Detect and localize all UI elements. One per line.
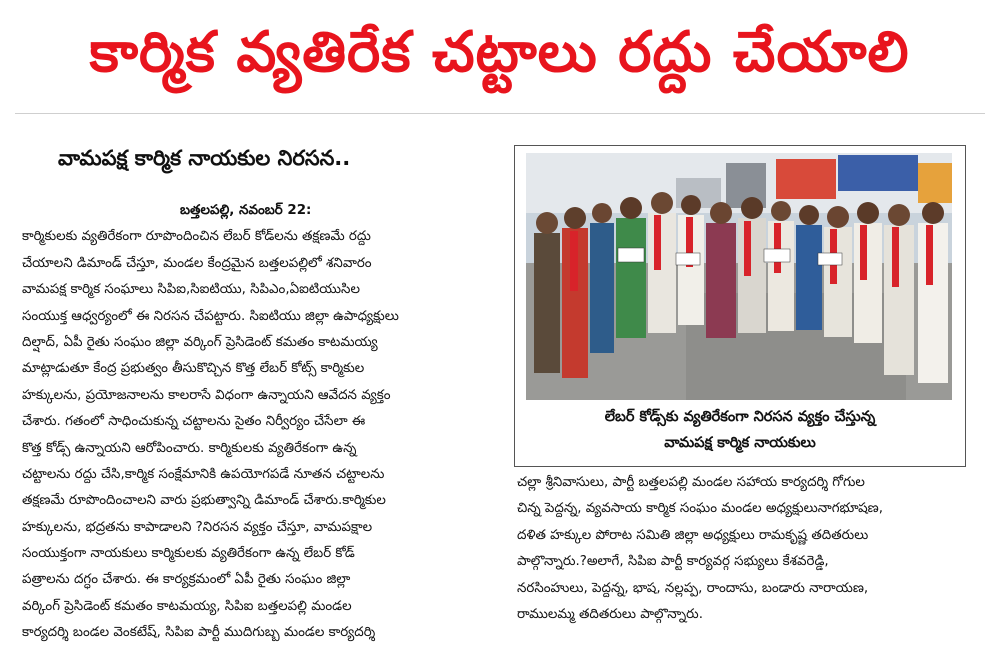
article-line: సంయుక్తంగా నాయకులు కార్మికులకు వ్యతిరేకంగా ఉన్న లేబర్ కోడ్ xyxy=(22,546,355,562)
article-line: తక్షణమే రూపొందించాలని వారు ప్రభుత్వాన్ని డిమాండ్ చేశారు.కార్మికుల xyxy=(22,493,386,509)
article-body xyxy=(22,198,498,647)
article-line: కార్మికులకు వ్యతిరేకంగా రూపొందించిన లేబర్ కోడ్‌లను తక్షణమే రద్దు xyxy=(22,229,371,245)
article-line: వామపక్ష కార్మిక సంఘాలు సిపిఐ,సిఐటియు, సిపిఎం,ఏఐటియుసిల xyxy=(22,282,360,298)
article-line: చేయాలని డిమాండ్ చేస్తూ, మండల కేంద్రమైన బత్తలపల్లిలో శనివారం xyxy=(22,255,372,271)
article-line: రాములమ్మ తదితరులు పాల్గొన్నారు. xyxy=(517,606,703,622)
article-line: చల్లా శ్రీనివాసులు, పార్టీ బత్తలపల్లి మండల సహాయ కార్యదర్శి గోగుల xyxy=(517,475,865,490)
article-line: హక్కులను, భద్రతను కాపాడాలని ?నిరసన వ్యక్తం చేస్తూ, వామపక్షాల xyxy=(22,519,373,535)
caption-line: వామపక్ష కార్మిక నాయకులు xyxy=(664,435,816,451)
caption-line: లేబర్ కోడ్స్‌కు వ్యతిరేకంగా నిరసన వ్యక్తం చేస్తున్న xyxy=(604,409,876,425)
subheadline: వామపక్ష కార్మిక నాయకుల నిరసన.. xyxy=(58,146,351,170)
article-line: సంయుక్త ఆధ్వర్యంలో ఈ నిరసన చేపట్టారు. సిఐటియు జిల్లా ఉపాధ్యక్షులు xyxy=(22,308,399,324)
article-line: చిన్న పెద్దన్న, వ్యవసాయ కార్మిక సంఘం మండల అధ్యక్షులునాగభూషణ, xyxy=(517,501,883,517)
article-line: కార్యదర్శి బండల వెంకటేష్, సిపిఐ పార్టీ ముదిగుబ్బ మండల కార్యదర్శి xyxy=(22,625,376,641)
headline: కార్మిక వ్యతిరేక చట్టాలు రద్దు చేయాలి xyxy=(89,19,910,85)
article-line: దళిత హక్కుల పోరాట సమితి జిల్లా అధ్యక్షులు రామకృష్ణ తదితరులు xyxy=(517,527,869,543)
photo-caption xyxy=(515,404,965,456)
photo-box xyxy=(514,145,966,467)
article-line: పాల్గొన్నారు.?అలాగే, సిపిఐ పార్టీ కార్యవర్గ సభ్యులు కేశవరెడ్డి, xyxy=(517,554,829,570)
article-line: వర్కింగ్ ప్రెసిడెంట్ కమతం కాటమయ్య, సిపిఐ బత్తలపల్లి మండల xyxy=(22,598,352,614)
article-line: దిల్షాద్, ఏపీ రైతు సంఘం జిల్లా వర్కింగ్ ప్రెసిడెంట్ కమతం కాటమయ్య xyxy=(22,334,378,350)
article-line: చట్టాలను రద్దు చేసి,కార్మిక సంక్షేమానికి ఉపయోగపడే నూతన చట్టాలను xyxy=(22,466,385,482)
article-line: చేశారు. గతంలో సాధించుకున్న చట్టాలను సైతం నిర్వీర్యం చేసేలా ఈ xyxy=(22,414,366,430)
article-line: మాట్లాడుతూ కేంద్ర ప్రభుత్వం తీసుకొచ్చిన కొత్త లేబర్ కోట్స్ కార్మికుల xyxy=(22,361,365,377)
protest-photo xyxy=(526,153,952,400)
article-continuation xyxy=(517,470,979,628)
dateline: బత్తలపల్లి, నవంబర్ 22: xyxy=(180,203,312,218)
article-line: పత్రాలను దగ్ధం చేశారు. ఈ కార్యక్రమంలో ఏపీ రైతు సంఘం జిల్లా xyxy=(22,572,351,588)
article-line: నరసింహులు, పెద్దన్న, భాష, నల్లప్ప, రాందాసు, బండారు నారాయణ, xyxy=(517,580,869,596)
divider xyxy=(15,113,985,114)
article-line: కొత్త కోడ్స్ ఉన్నాయని ఆరోపించారు. కార్మికులకు వ్యతిరేకంగా ఉన్న xyxy=(22,440,357,456)
article-line: హక్కులను, ప్రయోజనాలను కాలరాసే విధంగా ఉన్నాయని ఆవేదన వ్యక్తం xyxy=(22,387,391,403)
